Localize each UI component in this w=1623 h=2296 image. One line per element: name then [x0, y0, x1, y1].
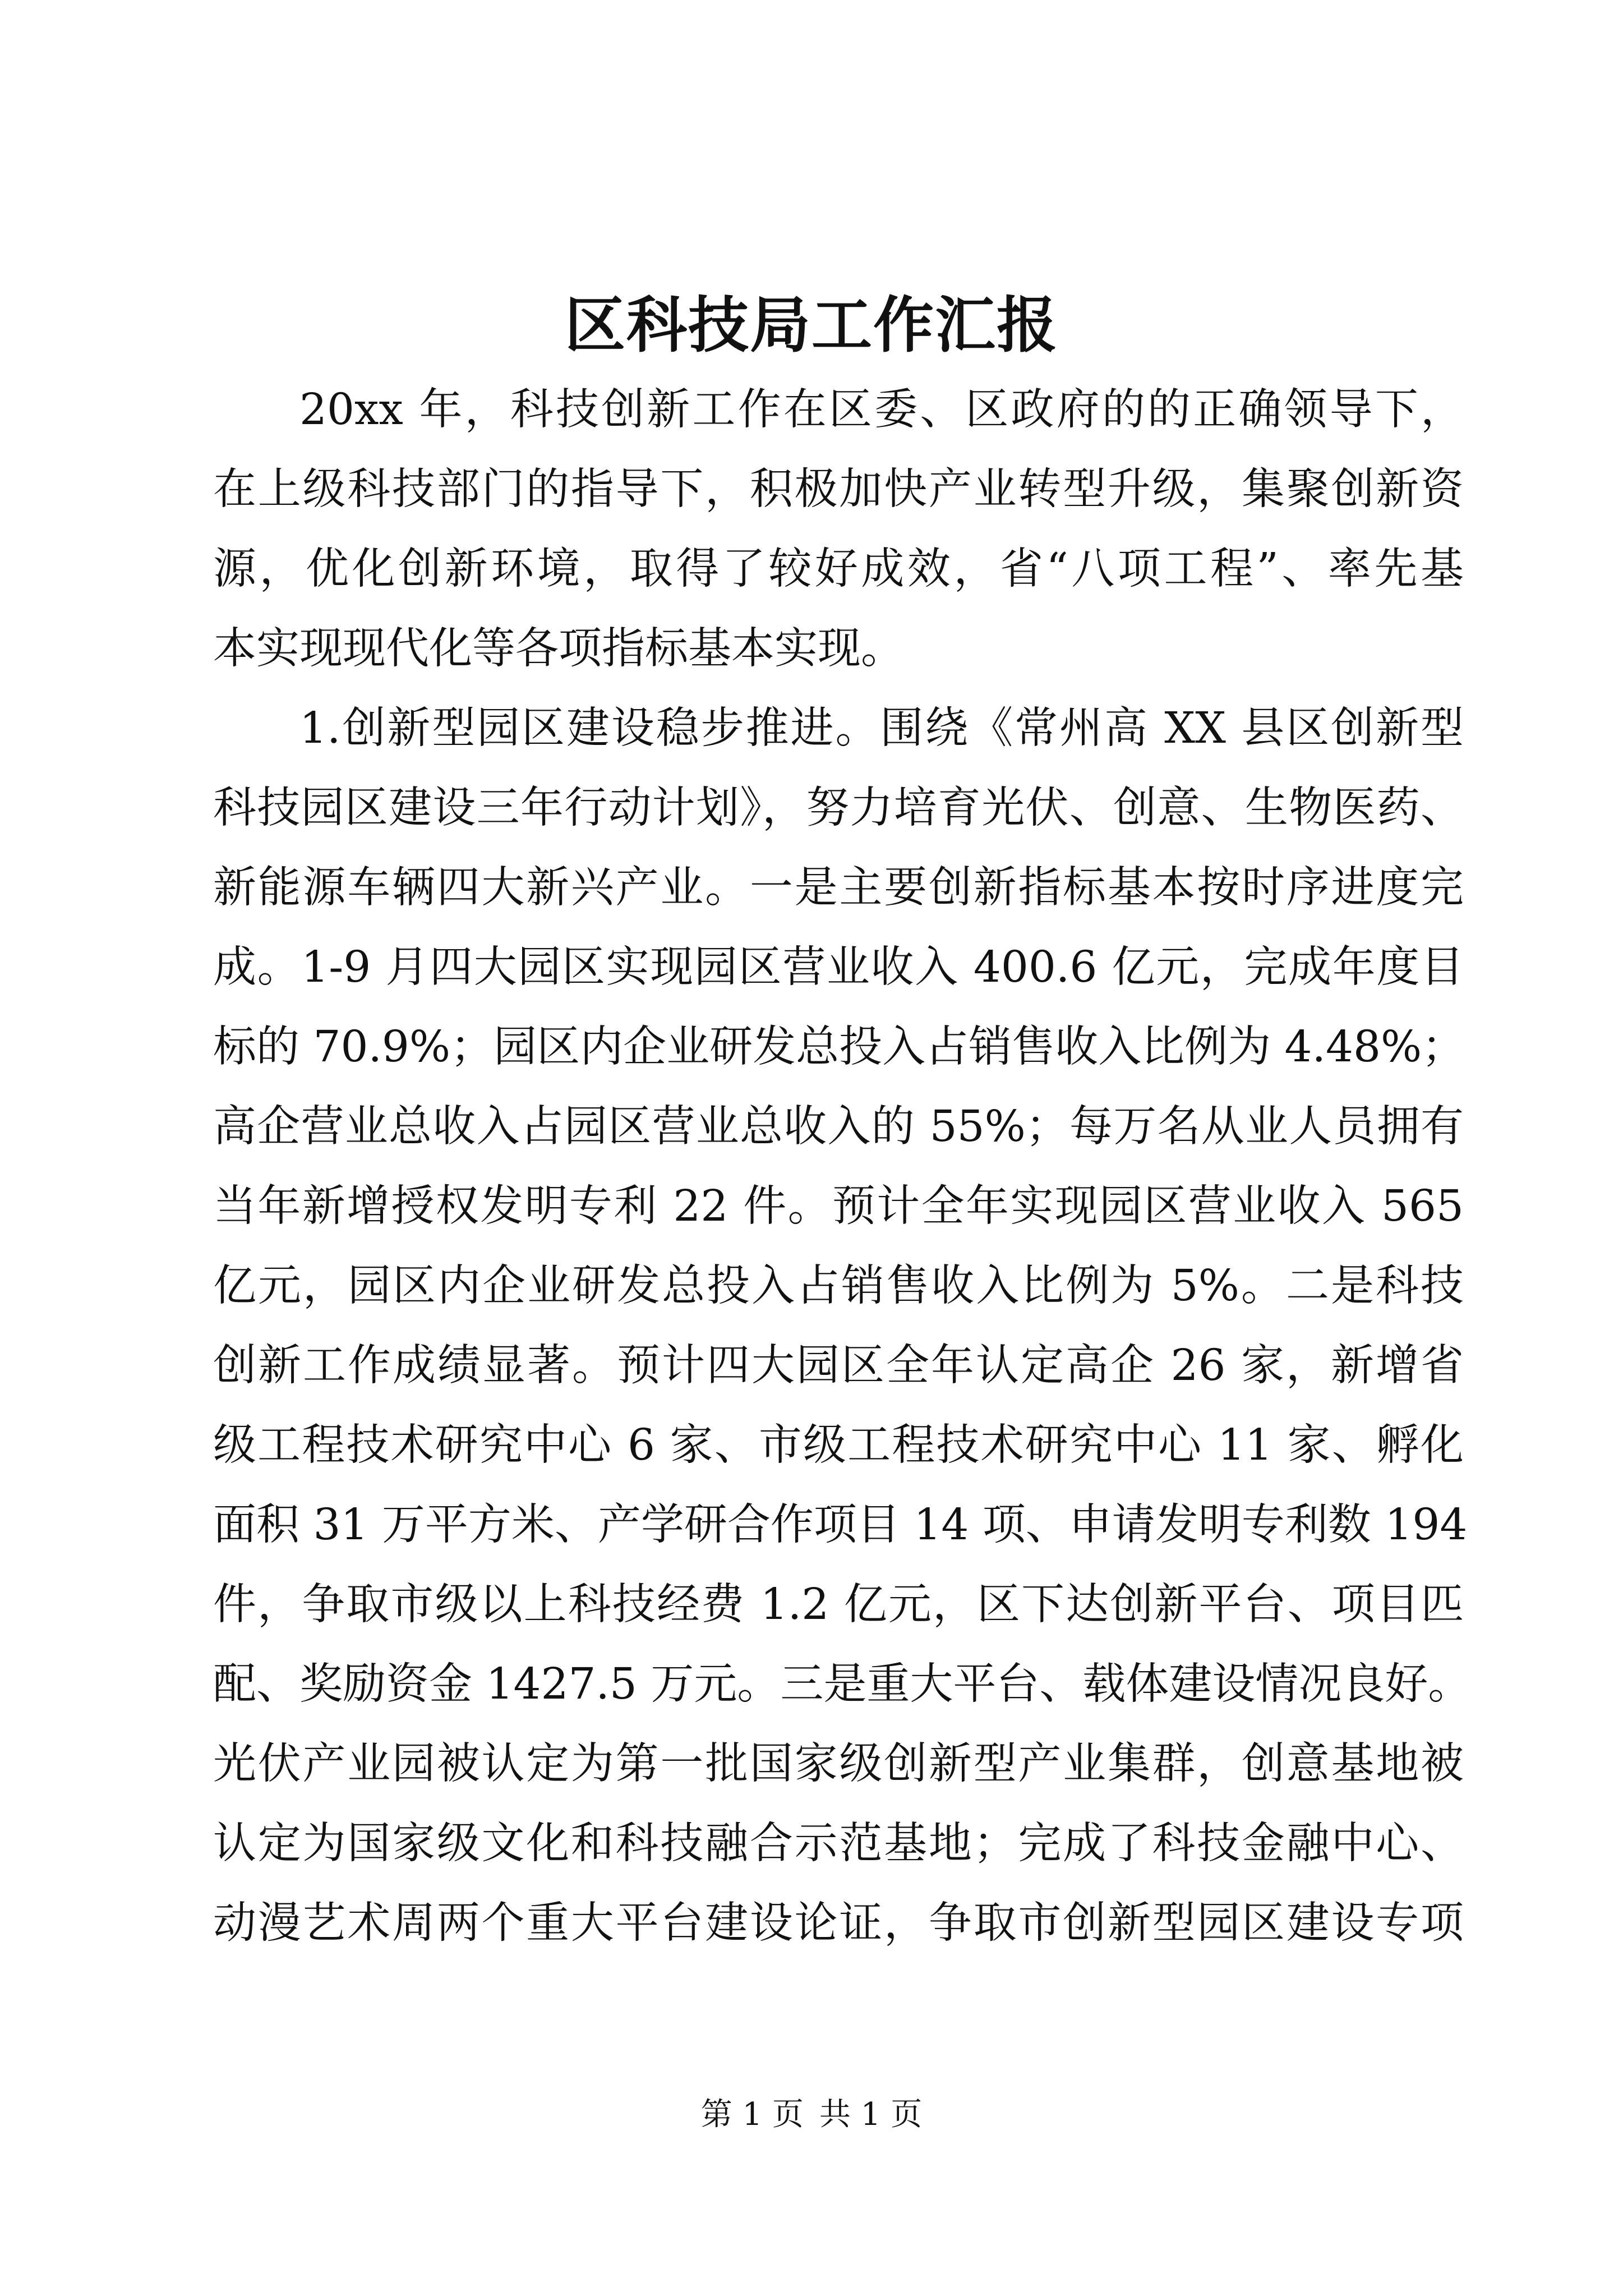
body-line: 创新工作成绩显著。预计四大园区全年认定高企 26 家，新增省: [213, 1341, 1464, 1391]
body-line: 配、奖励资金 1427.5 万元。三是重大平台、载体建设情况良好。: [213, 1659, 1472, 1709]
body-line: 新能源车辆四大新兴产业。一是主要创新指标基本按时序进度完: [213, 863, 1464, 913]
body-line: 动漫艺术周两个重大平台建设论证，争取市创新型园区建设专项: [213, 1898, 1464, 1948]
body-line: 认定为国家级文化和科技融合示范基地；完成了科技金融中心、: [213, 1819, 1464, 1869]
page-total: 共 1 页: [819, 2096, 923, 2133]
body-line: 面积 31 万平方米、产学研合作项目 14 项、申请发明专利数 194: [213, 1500, 1468, 1550]
body-line: 亿元，园区内企业研发总投入占销售收入比例为 5%。二是科技: [213, 1261, 1464, 1311]
document-body: [213, 370, 1472, 1963]
body-line: 本实现现代化等各项指标基本实现。: [213, 624, 904, 674]
body-line: 当年新增授权发明专利 22 件。预计全年实现园区营业收入 565: [213, 1181, 1464, 1231]
body-line: 20xx 年，科技创新工作在区委、区政府的的正确领导下，: [299, 385, 1464, 435]
document-title: 区科技局工作汇报: [564, 290, 1058, 361]
body-line: 件，争取市级以上科技经费 1.2 亿元，区下达创新平台、项目匹: [213, 1580, 1464, 1630]
body-line: 1.创新型园区建设稳步推进。围绕《常州高 XX 县区创新型: [299, 703, 1464, 753]
body-line: 光伏产业园被认定为第一批国家级创新型产业集群，创意基地被: [213, 1739, 1464, 1789]
page-number: 第 1 页: [700, 2096, 804, 2133]
body-line: 级工程技术研究中心 6 家、市级工程技术研究中心 11 家、孵化: [213, 1420, 1464, 1470]
body-line: 成。1-9 月四大园区实现园区营业收入 400.6 亿元，完成年度目: [213, 942, 1464, 992]
body-line: 标的 70.9%；园区内企业研发总投入占销售收入比例为 4.48%；: [213, 1022, 1465, 1072]
body-line: 科技园区建设三年行动计划》，努力培育光伏、创意、生物医药、: [213, 783, 1464, 833]
page-footer: [0, 2092, 1623, 2137]
body-line: 高企营业总收入占园区营业总收入的 55%；每万名从业人员拥有: [213, 1102, 1464, 1152]
body-line: 源，优化创新环境，取得了较好成效，省“八项工程”、率先基: [213, 544, 1464, 594]
body-line: 在上级科技部门的指导下，积极加快产业转型升级，集聚创新资: [213, 464, 1464, 514]
